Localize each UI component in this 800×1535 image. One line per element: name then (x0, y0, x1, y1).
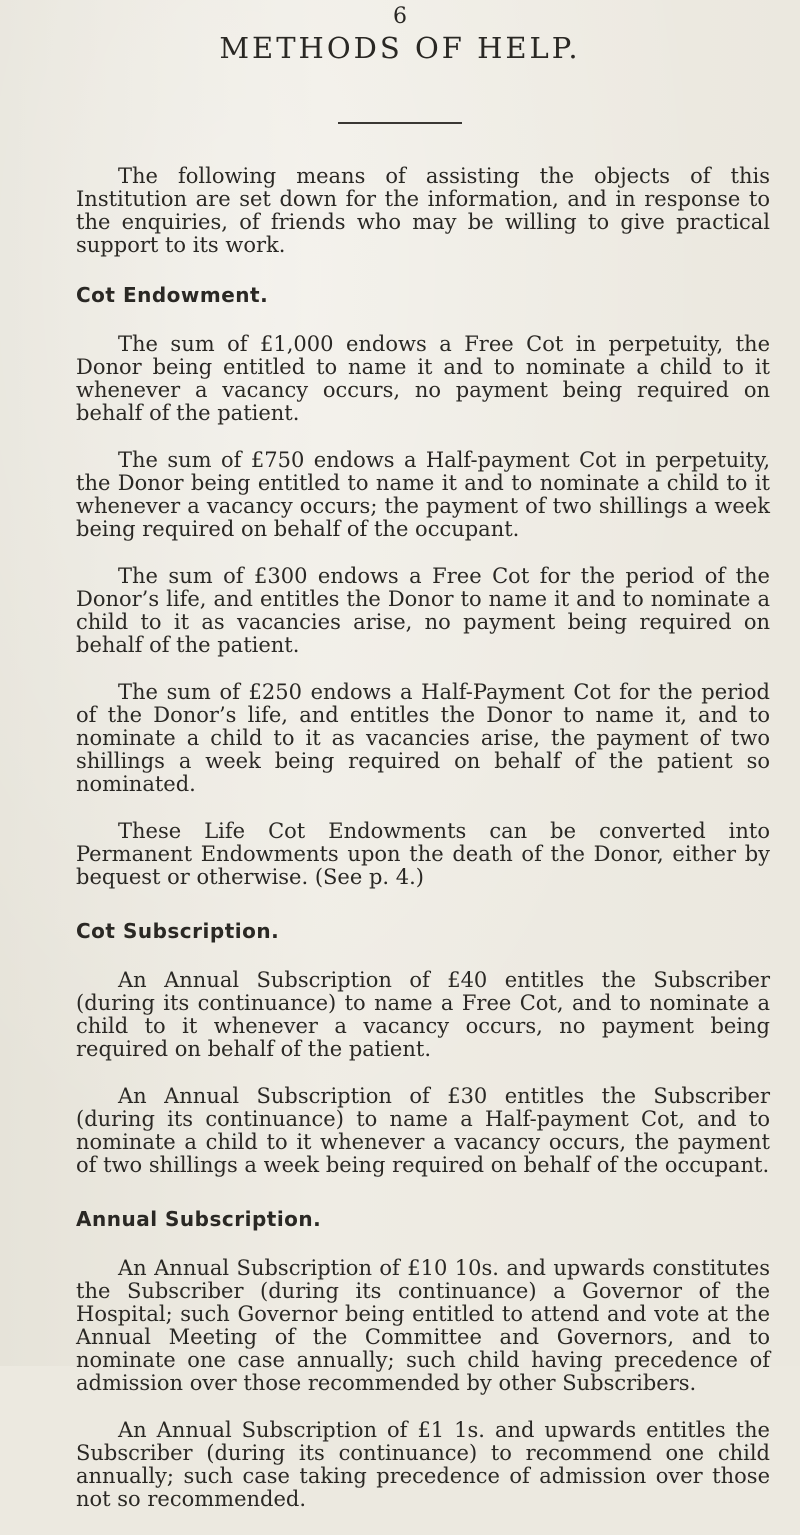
annual-subscription-paragraph: An Annual Subscription of £10 10s. and upwards constitutes the Subscriber (during its continuance) a Governor of the Hospital; such Governor being entitled to attend and vote at the Annual Meeting of the Committee and Governors, and to nominate one case annually; such child having precedence of admission over those recommended by other Subscribers. (76, 1256, 770, 1395)
annual-subscription-paragraph: An Annual Subscription of £1 1s. and upwards entitles the Subscriber (during its continuance) to recommend one child annually; such case taking precedence of admission over those not so recommended. (76, 1418, 770, 1511)
page-content (76, 165, 770, 1535)
page-number: 6 (393, 4, 407, 29)
intro-paragraph: The following means of assisting the objects of this Institution are set down for the information, and in response to the enquiries, of friends who may be willing to give practical support to its work. (76, 164, 770, 257)
section-heading-cot-endowment: Cot Endowment. (76, 283, 269, 307)
cot-endowment-paragraph: The sum of £300 endows a Free Cot for the period of the Donor’s life, and entitles the Donor to name it and to nominate a child to it as vacancies arise, no payment being required on behalf of the patient. (76, 564, 770, 657)
section-heading-annual-subscription: Annual Subscription. (76, 1207, 322, 1231)
cot-subscription-paragraph: An Annual Subscription of £40 entitles the Subscriber (during its continuance) to name a Free Cot, and to nominate a child to it whenever a vacancy occurs, no payment being required on behalf of the patient. (76, 968, 770, 1061)
cot-endowment-paragraph: The sum of £750 endows a Half-payment Cot in perpetuity, the Donor being entitled to name it and to nominate a child to it whenever a vacancy occurs; the payment of two shillings a week being required on behalf of the occupant. (76, 448, 770, 541)
cot-endowment-paragraph: These Life Cot Endowments can be converted into Permanent Endowments upon the death of the Donor, either by bequest or otherwise. (See p. 4.) (76, 819, 770, 889)
title-divider (338, 122, 462, 124)
cot-endowment-paragraph: The sum of £1,000 endows a Free Cot in perpetuity, the Donor being entitled to name it and to nominate a child to it whenever a vacancy occurs, no payment being required on behalf of the patient. (76, 332, 770, 425)
cot-subscription-paragraph: An Annual Subscription of £30 entitles the Subscriber (during its continuance) to name a Half-payment Cot, and to nominate a child to it whenever a vacancy occurs, the payment of two shillings a week being required on behalf of the occupant. (76, 1084, 770, 1177)
section-heading-cot-subscription: Cot Subscription. (76, 919, 280, 943)
cot-endowment-paragraph: The sum of £250 endows a Half-Payment Cot for the period of the Donor’s life, and entitles the Donor to name it, and to nominate a child to it as vacancies arise, the payment of two shillings a week being required on behalf of the patient so nominated. (76, 680, 770, 796)
page-title: METHODS OF HELP. (219, 31, 581, 65)
